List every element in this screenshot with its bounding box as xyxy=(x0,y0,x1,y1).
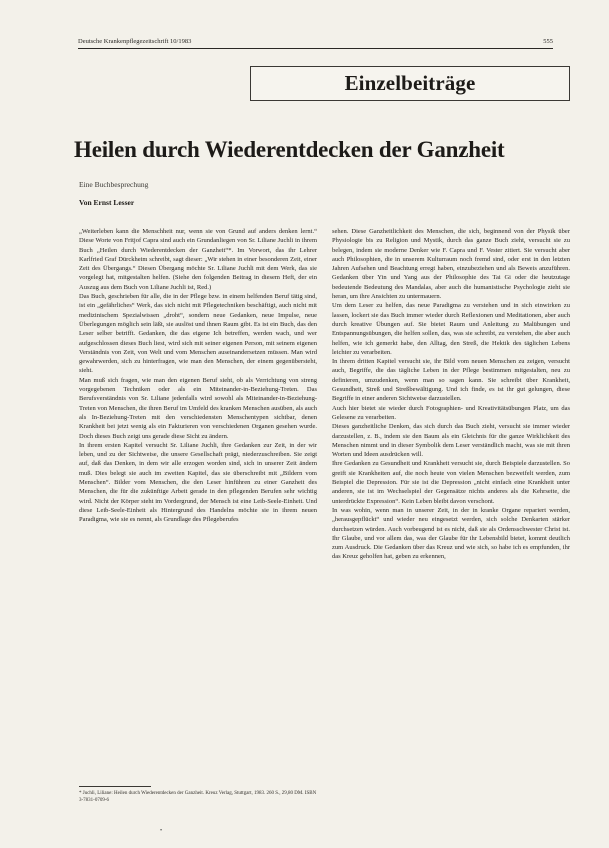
paragraph: Man muß sich fragen, wie man den eigenen Beruf sieht, ob als Verrichtung von streng vorgegebenen Techniken oder als ein Miteinander-in-Beziehung-Treten. Das Berufsverständnis von Sr. Liliane jedenfalls wird sowohl als Miteinander-in-Beziehung-Treten von Menschen, die ihren Beruf im Umfeld des kranken Menschen ausüben, als auch als In-Beziehung-Treten mit den verschiedensten Menschentypen sichtbar, denen Krankheit bei jetzt wenig als ein Fakturieren von verschiedenen Organen gesehen wurde. Doch dieses Buch zeigt uns gerade diese Sicht zu ändern. xyxy=(79,376,317,440)
footnote-rule xyxy=(79,786,151,787)
footnote: * Juchli, Liliane: Heilen durch Wiederentdecken der Ganzheit. Kreuz Verlag, Stuttgart, 1983. 260 S., 29,80 DM. ISBN 3-7831-0709-6 xyxy=(79,791,317,803)
section-banner xyxy=(250,66,570,101)
paragraph: Um dem Leser zu helfen, das neue Paradigma zu verstehen und in sich einwirken zu lassen, lockert sie das Buch immer wieder durch Reflexionen und Meditationen, aber auch durch kreative Übungen auf. Sie bietet Raum und Anleitung zu Malübungen und Entspannungsübungen, die helfen sollen, das, was sie schreibt, zu verstehen, die aber auch helfen, wie ich gemerkt habe, den Alltag, den Streß, die Hektik des täglichen Lebens leichter zu verarbeiten. xyxy=(332,302,570,356)
paragraph: In ihrem ersten Kapitel versucht Sr. Liliane Juchli, ihre Gedanken zur Zeit, in der wir leben, und zu der Sichtweise, die unsere Gesellschaft prägt, niederzuschreiben. Sie zeigt auf, daß das Denken, in dem wir alle erzogen worden sind, sich in unserer Zeit ändern muß. Dies belegt sie auch im zweiten Kapitel, das sie überschreibt mit „Bildern vom Menschen“. Bilder vom Menschen, die den Leser hinführen zu einer Ganzheit des Menschen, die für die zukünftige Arbeit gerade in den pflegenden Berufen sehr wichtig wird. Nicht der Körper steht im Vordergrund, der Mensch ist eine Leib-Seele-Einheit. Und diese Leib-Seele-Einheit als Hintergrund des Handelns möchte sie in ihrem neuen Paradigma, wie sie es nennt, als Grundlage des Pflegeberufes xyxy=(79,441,317,524)
paragraph: In ihrem dritten Kapitel versucht sie, ihr Bild vom neuen Menschen zu zeigen, versucht auch, Begriffe, die das tägliche Leben in der Pflege bestimmen mitgestalten, neu zu definieren, umzudenken, wenn man so sagen kann. Sie schreibt über Krankheit, Gesundheit, Streß und Streßbewältigung. Und ich finde, es ist ihr gut gelungen, diese Begriffe in einer anderen Sichtweise darzustellen. xyxy=(332,358,570,403)
footer-mark: • xyxy=(160,828,163,834)
running-header xyxy=(78,38,553,45)
article-subtitle: Eine Buchbesprechung xyxy=(79,180,149,189)
article-author: Von Ernst Lesser xyxy=(79,198,135,207)
right-column xyxy=(332,227,570,562)
header-rule xyxy=(78,48,553,49)
paragraph: sehen. Diese Ganzheitlichkeit des Menschen, die sich, beginnend von der Physik über Physiologie bis zu Religion und Mystik, durch das ganze Buch zieht, versucht sie zu belegen, indem sie moderne Denker wie F. Capra und F. Vester zitiert. Sie versucht aber auch Philosophien, die in unserem Kulturraum noch fremd sind, oder erst in den letzten Jahren Aufsehen und Beachtung erregt haben, einzubeziehen und als Beweis anzuführen. Gedanken über Yin und Yang aus der Philosophie des Tai Gi oder die heutzutage bedeutende Bedeutung des Mandalas, aber auch die humanistische Psychologie zieht sie heran, um ihre Ansichten zu untermauern. xyxy=(332,228,570,301)
article-title: Heilen durch Wiederentdecken der Ganzheit xyxy=(74,137,505,162)
paragraph: Ihre Gedanken zu Gesundheit und Krankheit versucht sie, durch Beispiele darzustellen. So greift sie Krankheiten auf, die noch heute von vielen Menschen bezweifelt werden, zum Beispiel die Depression. Für sie ist die Depression „nicht einfach eine Krankheit unter anderen, sie ist im Wechselspiel der Gegensätze nichts anderes als die Kehrseite, die unterdrückte Expression“. Kein Leben bleibt davon verschont. xyxy=(332,460,570,505)
paragraph: Auch hier bietet sie wieder durch Fotographien- und Kreativitätsübungen Platz, um das Gelesene zu verarbeiten. xyxy=(332,404,570,421)
paragraph: „Weiterleben kann die Menschheit nur, wenn sie von Grund auf anders denken lernt.“ Diese Worte von Fritjof Capra sind auch ein Grundanliegen von Sr. Liliane Juchli in ihrem Buch „Heilen durch Wiederentdecken der Ganzheit“*. Im Vorwort, das ihr Lehrer Karlfried Graf Dürckheim schreibt, sagt dieser: „Wir stehen in einer besonderen Zeit, einer Zeit des Übergangs.“ Diesen Übergang möchte Sr. Liliane Juchli mit dem Werk, das sie vorgelegt hat, mitgestalten helfen. (Siehe den folgenden Beitrag in diesem Heft, der ein Auszug aus dem Buch von Liliane Juchli ist, Red.) xyxy=(79,228,317,291)
paragraph: In was wohin, wenn man in unserer Zeit, in der in kranke Organe repariert werden, „herausgepflückt“ und wieder neu eingesetzt werden, sich solche Denkarten stärker durchsetzen würden. Auch vorbeugend ist es nicht, daß sie als Ordensschwester Christ ist. Ihr Glaube, und vor allem das, was der Glaube für ihr Lebensbild bietet, kommt deutlich zum Ausdruck. Die Gedanken über das Kreuz und wie sich, so habe ich es empfunden, ihr das Kreuz geholfen hat, geben zu erkennen, xyxy=(332,506,570,561)
left-column xyxy=(79,227,317,525)
journal-name: Deutsche Krankenpflegezeitschrift 10/1983 xyxy=(78,38,192,45)
section-title: Einzelbeiträge xyxy=(344,71,476,95)
paragraph: Das Buch, geschrieben für alle, die in der Pflege bzw. in einem helfenden Beruf tätig sind, ist ein „gefährliches“ Werk, das sich nicht mit Pflegetechniken beschäftigt, auch nicht mit medizinischem Spezialwissen „droht“, sondern neue Gedanken, neue Impulse, neue Überlegungen möglich sein läßt, sie auslöst und ihnen Raum gibt. Es ist ein Buch, das den Leser selber betrifft. Gedanken, die das eigene Ich betreffen, werden wach, und wer aufgeschlossen dieses Buch liest, wird sich mit seiner eigenen Person, mit seinem eigenen Verständnis von Zeit, von Welt und vom Menschen auseinandersetzen müssen. Man wird gewahrwerden, sich zu hinterfragen, wie man den Menschen, der einem gegenübersteht, sieht. xyxy=(79,293,317,375)
page-number: 555 xyxy=(543,38,553,45)
paragraph: Dieses ganzheitliche Denken, das sich durch das Buch zieht, versucht sie immer wieder darzustellen, z. B., indem sie den Baum als ein Gleichnis für die ganze Wirklichkeit des Menschen nimmt und in dieser Symbolik dem Leser verständlich macht, was sie mit ihren Worten und Ideen ausdrücken will. xyxy=(332,423,570,459)
